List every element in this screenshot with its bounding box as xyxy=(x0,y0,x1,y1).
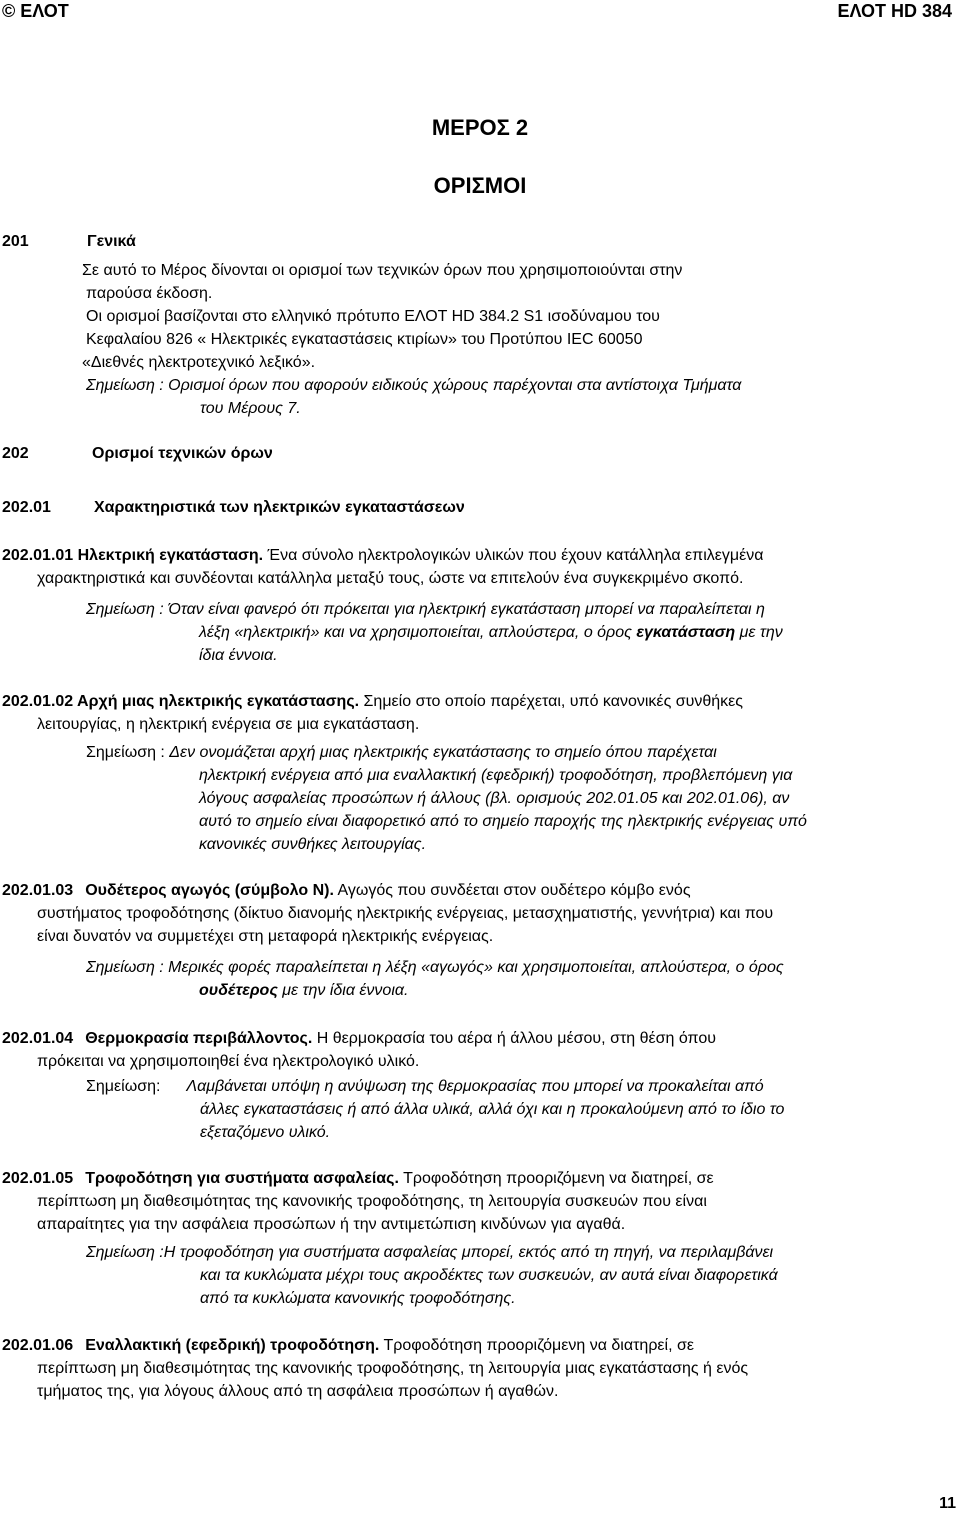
note-text: Λαμβάνεται υπόψη η ανύψωση της θερμοκρασίας που μπορεί να προκαλείται από xyxy=(186,1078,764,1095)
definition-number: 202.01.03 xyxy=(2,882,74,899)
part-title: ΜΕΡΟΣ 2 xyxy=(431,115,529,140)
section-201-heading: Γενικά xyxy=(87,233,136,250)
definition-text: είναι δυνατόν να συμμετέχει στη μεταφορά ηλεκτρικής ενέργειας. xyxy=(37,928,494,945)
note-text: λόγους ασφαλείας προσώπων ή άλλους (βλ. ορισμούς 202.01.05 και 202.01.06), αν xyxy=(199,790,790,807)
definition-term: Ουδέτερος αγωγός (σύμβολο Ν). xyxy=(85,882,334,899)
header-organization: © ΕΛΟΤ xyxy=(2,1,69,21)
definition-text: Σημείο στο οποίο παρέχεται, υπό κανονικές συνθήκες xyxy=(359,693,743,710)
body-line: «Διεθνές ηλεκτροτεχνικό λεξικό». xyxy=(82,354,316,371)
note-text: αυτό το σημείο είναι διαφορετικό από το σημείο παροχής της ηλεκτρικής ενέργειας υπό xyxy=(199,813,807,830)
definition-202-01-04 xyxy=(2,1027,956,1073)
definition-text: Αγωγός που συνδέεται στον ουδέτερο κόμβο ενός xyxy=(333,882,691,899)
note-text: Όταν είναι φανερό ότι πρόκειται για ηλεκτρική εγκατάσταση μπορεί να παραλείπεται η xyxy=(168,601,765,618)
part-name: ΟΡΙΣΜΟΙ xyxy=(433,173,527,198)
definition-term: Θερμοκρασία περιβάλλοντος. xyxy=(85,1030,313,1047)
body-line: Κεφαλαίου 826 « Ηλεκτρικές εγκαταστάσεις κτιρίων» του Προτύπου IEC 60050 xyxy=(86,331,643,348)
note-202-01-02 xyxy=(86,741,958,856)
note-text: με την xyxy=(735,624,783,641)
header-standard-code: ΕΛΟΤ HD 384 xyxy=(837,1,952,21)
definition-202-01-01 xyxy=(2,544,956,590)
definition-term: 202.01.01 Ηλεκτρική εγκατάσταση. xyxy=(2,547,264,564)
definition-202-01-05 xyxy=(2,1167,956,1236)
note-term: ουδέτερος xyxy=(199,982,278,999)
definition-202-01-03 xyxy=(2,879,956,948)
definition-text: χαρακτηριστικά και συνδέονται κατάλληλα μεταξύ τους, ώστε να επιτελούν ένα συγκεκριμένο σκοπό. xyxy=(37,570,744,587)
definition-text: πρόκειται να χρησιμοποιηθεί ένα ηλεκτρολογικό υλικό. xyxy=(37,1053,420,1070)
section-202-heading: Ορισμοί τεχνικών όρων xyxy=(92,445,273,462)
body-line: παρούσα έκδοση. xyxy=(86,285,213,302)
page-number: 11 xyxy=(939,1495,956,1512)
note-text: άλλες εγκαταστάσεις ή από άλλα υλικά, αλλά όχι και η προκαλούμενη από το ίδιο το xyxy=(200,1101,785,1118)
definition-term: 202.01.02 Αρχή μιας ηλεκτρικής εγκατάστασης. xyxy=(2,693,360,710)
note-label: Σημείωση: xyxy=(86,1078,161,1095)
note-202-01-05 xyxy=(86,1241,958,1310)
note-text: κανονικές συνθήκες λειτουργίας. xyxy=(199,836,427,853)
body-line: Σε αυτό το Μέρος δίνονται οι ορισμοί των τεχνικών όρων που χρησιμοποιούνται στην xyxy=(82,262,683,279)
definition-text: περίπτωση μη διαθεσιμότητας της κανονικής τροφοδότησης, τη λειτουργία συσκευών που είναι xyxy=(37,1193,707,1210)
definition-text: απαραίτητες για την ασφάλεια προσώπων ή την αντιμετώπιση κινδύνων για αγαθά. xyxy=(37,1216,626,1233)
note-text: από τα κυκλώματα κανονικής τροφοδότησης. xyxy=(200,1290,516,1307)
note-text: με την ίδια έννοια. xyxy=(277,982,409,999)
section-201-body xyxy=(82,259,682,374)
definition-text: Τροφοδότηση προοριζόμενη να διατηρεί, σε xyxy=(379,1337,694,1354)
definition-202-01-02 xyxy=(2,690,956,736)
note-text: Σημείωση : Μερικές φορές παραλείπεται η λέξη «αγωγός» και χρησιμοποιείται, απλούστερα, ο όρος xyxy=(86,959,784,976)
body-line: Οι ορισμοί βασίζονται στο ελληνικό πρότυπο ΕΛΟΤ HD 384.2 S1 ισοδύναμου του xyxy=(86,308,660,325)
note-202-01-03 xyxy=(86,956,958,1002)
note-label: Σημείωση : xyxy=(86,601,169,618)
note-text: λέξη «ηλεκτρική» και να χρησιμοποιείται, απλούστερα, ο όρος xyxy=(199,624,637,641)
definition-text: συστήματος τροφοδότησης (δίκτυο διανομής ηλεκτρικής ενέργειας, μετασχηματιστής, γεννήτρια) και που xyxy=(37,905,774,922)
note-text: εξεταζόμενο υλικό. xyxy=(200,1124,331,1141)
definition-text: περίπτωση μη διαθεσιμότητας της κανονικής τροφοδότησης, τη λειτουργία μιας εγκατάστασης ή ενός xyxy=(37,1360,749,1377)
definition-term: Τροφοδότηση για συστήματα ασφαλείας. xyxy=(85,1170,399,1187)
definition-text: λειτουργίας, η ηλεκτρική ενέργεια σε μια εγκατάσταση. xyxy=(37,716,420,733)
definition-text: τμήματος της, για λόγους άλλους από τη ασφάλεια προσώπων ή αγαθών. xyxy=(37,1383,559,1400)
note-line: Σημείωση : Ορισμοί όρων που αφορούν ειδικούς χώρους παρέχονται στα αντίστοιχα Τμήματα xyxy=(86,377,742,394)
section-20201-heading: Χαρακτηριστικά των ηλεκτρικών εγκαταστάσεων xyxy=(94,499,465,516)
note-term: εγκατάσταση xyxy=(636,624,736,641)
note-line: του Μέρους 7. xyxy=(200,400,301,417)
definition-number: 202.01.04 xyxy=(2,1030,74,1047)
definition-text: Ένα σύνολο ηλεκτρολογικών υλικών που έχουν κατάλληλα επιλεγμένα xyxy=(263,547,764,564)
note-text: και τα κυκλώματα μέχρι τους ακροδέκτες των συσκευών, αν αυτά είναι διαφορετικά xyxy=(200,1267,778,1284)
definition-number: 202.01.06 xyxy=(2,1337,74,1354)
note-text: Δεν ονομάζεται αρχή μιας ηλεκτρικής εγκατάστασης το σημείο όπου παρέχεται xyxy=(169,744,717,761)
section-202-number: 202 xyxy=(2,445,29,462)
section-201-number: 201 xyxy=(2,233,29,250)
definition-text: Η θερμοκρασία του αέρα ή άλλου μέσου, στη θέση όπου xyxy=(312,1030,716,1047)
note-text: Σημείωση :Η τροφοδότηση για συστήματα ασφαλείας μπορεί, εκτός από τη πηγή, να περιλαμβάνει xyxy=(86,1244,774,1261)
note-label: Σημείωση : xyxy=(86,744,170,761)
note-202-01-01 xyxy=(86,598,958,667)
definition-term: Εναλλακτική (εφεδρική) τροφοδότηση. xyxy=(85,1337,380,1354)
definition-202-01-06 xyxy=(2,1334,956,1403)
note-text: ίδια έννοια. xyxy=(199,647,278,664)
note-202-01-04 xyxy=(86,1075,958,1144)
definition-number: 202.01.05 xyxy=(2,1170,74,1187)
note-text: ηλεκτρική ενέργεια από μια εναλλακτική (εφεδρική) τροφοδότηση, προβλεπόμενη για xyxy=(199,767,793,784)
section-201-note xyxy=(86,374,741,420)
definition-text: Τροφοδότηση προοριζόμενη να διατηρεί, σε xyxy=(398,1170,714,1187)
section-20201-number: 202.01 xyxy=(2,499,51,516)
